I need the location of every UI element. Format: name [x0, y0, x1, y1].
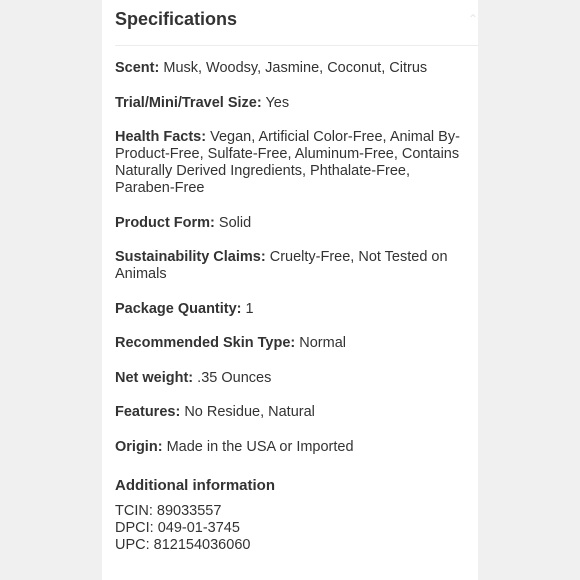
specifications-panel — [102, 0, 478, 580]
spec-list — [115, 60, 467, 473]
spec-label: Product Form: — [115, 214, 215, 231]
divider — [115, 45, 478, 46]
spec-value: Normal — [299, 335, 346, 351]
spec-label: Health Facts: — [115, 129, 207, 145]
additional-title: Additional information — [115, 477, 275, 494]
chevron-up-icon[interactable]: ⌃ — [468, 12, 479, 26]
spec-label: Origin: — [115, 438, 163, 455]
spec-value: Musk, Woodsy, Jasmine, Coconut, Citrus — [163, 60, 428, 76]
spec-value: 1 — [245, 300, 254, 317]
spec-item-product-form — [115, 215, 467, 232]
spec-value: Vegan, Artificial Color-Free, Animal By-Product-Free, Sulfate-Free, Aluminum-Free, Contains Naturally Derived Ingredients, Phthalate-Free, Paraben-Free — [115, 129, 460, 196]
spec-value: Made in the USA or Imported — [166, 438, 354, 455]
spec-item-origin — [115, 439, 467, 456]
spec-item-features — [115, 404, 467, 421]
spec-item-skin-type — [115, 335, 467, 352]
spec-value: No Residue, Natural — [184, 404, 315, 420]
spec-value: .35 Ounces — [197, 369, 272, 386]
spec-label: Features: — [115, 404, 181, 420]
spec-item-size — [115, 95, 467, 112]
spec-item-package-quantity — [115, 301, 467, 318]
upc-line: UPC: 812154036060 — [115, 537, 251, 553]
spec-label: Trial/Mini/Travel Size: — [115, 94, 262, 111]
spec-value: Cruelty-Free, Not Tested on Animals — [115, 249, 448, 282]
spec-label: Package Quantity: — [115, 300, 242, 317]
spec-label: Net weight: — [115, 369, 194, 386]
dpci-line: DPCI: 049-01-3745 — [115, 520, 240, 536]
spec-item-health-facts — [115, 129, 467, 197]
spec-item-sustainability — [115, 249, 467, 283]
spec-item-net-weight — [115, 370, 467, 387]
spec-value: Solid — [218, 214, 252, 231]
section-title: Specifications — [115, 9, 238, 29]
spec-item-scent — [115, 60, 467, 77]
spec-label: Recommended Skin Type: — [115, 335, 296, 351]
specifications-header[interactable] — [115, 8, 478, 30]
spec-value: Yes — [265, 94, 290, 111]
spec-label: Sustainability Claims: — [115, 249, 266, 265]
spec-label: Scent: — [115, 60, 160, 76]
additional-information — [115, 477, 467, 554]
tcin-line: TCIN: 89033557 — [115, 503, 222, 519]
